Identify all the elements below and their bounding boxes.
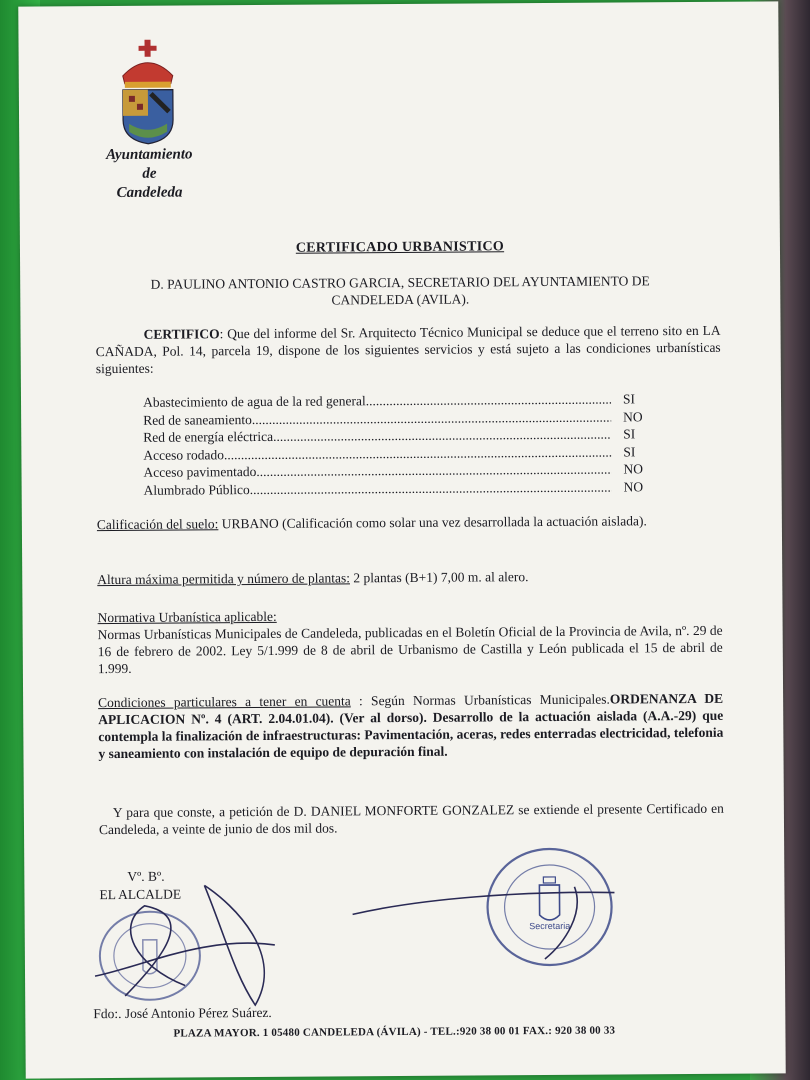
service-value: SI xyxy=(623,426,636,442)
vobo-label: Vº. Bº. xyxy=(127,868,165,884)
condiciones-label: Condiciones particulares a tener en cuenta xyxy=(98,693,351,711)
altura-paragraph xyxy=(97,567,722,588)
service-name: Alumbrado Público xyxy=(143,481,250,498)
service-name: Red de saneamiento xyxy=(143,411,252,428)
services-list xyxy=(143,390,664,499)
coat-of-arms-icon xyxy=(114,36,181,146)
calificacion-label: Calificación del suelo: xyxy=(96,516,219,533)
service-name: Red de energía eléctrica xyxy=(143,428,274,445)
calificacion-text: URBANO (Calificación como solar una vez desarrollada la actuación aislada). xyxy=(218,513,647,532)
altura-text: 2 plantas (B+1) 7,00 m. al alero. xyxy=(349,569,529,586)
service-value: NO xyxy=(623,408,643,424)
secretary-signature-icon xyxy=(344,882,625,964)
org-line-1: Ayuntamiento xyxy=(106,146,193,164)
certifico-label: CERTIFICO xyxy=(143,326,220,342)
calificacion-paragraph xyxy=(97,512,722,533)
condiciones-text: : Según Normas Urbanísticas Municipales. xyxy=(350,691,610,709)
document-subtitle: D. PAULINO ANTONIO CASTRO GARCIA, SECRETARIO DEL AYUNTAMIENTO DE CANDELEDA (AVILA). xyxy=(150,273,650,308)
document-title: CERTIFICADO URBANISTICO xyxy=(295,239,505,256)
normativa-paragraph xyxy=(97,605,722,677)
condiciones-bold-text: ORDENANZA DE APLICACION Nº. 4 (ART. 2.04.01.04). (Ver al dorso). Desarrollo de la actuación aislada (A.A.-29) que contempla la finalización de infraestructuras: Pavimentación, aceras, redes enterradas electricidad, telefonia y saneamiento con instalación de equipo de depuración final. xyxy=(98,690,724,762)
certifico-text: : Que del informe del Sr. Arquitecto Técnico Municipal se deduce que el terreno sito en LA CAÑADA, Pol. 14, parcela 19, dispone de los siguientes servicios y está sujeto a las condiciones urbanísticas siguientes: xyxy=(95,322,721,377)
condiciones-paragraph xyxy=(98,690,723,762)
service-name: Acceso pavimentado xyxy=(143,464,257,480)
organization-name xyxy=(89,145,209,203)
footer-address: PLAZA MAYOR. 1 05480 CANDELEDA (ÁVILA) - TEL.:920 38 00 01 FAX.: 920 38 00 33 xyxy=(173,1024,616,1040)
mayor-signature-icon xyxy=(84,875,305,1017)
closing-paragraph: Y para que conste, a petición de D. DANIEL MONFORTE GONZALEZ se extiende el presente Certificado en Candeleda, a veinte de junio de dos mil dos. xyxy=(98,800,724,838)
normativa-label: Normativa Urbanística aplicable: xyxy=(97,608,277,626)
alcalde-label: EL ALCALDE xyxy=(99,886,182,903)
certificate-page xyxy=(18,1,785,1078)
service-value: SI xyxy=(623,443,636,459)
altura-label: Altura máxima permitida y número de plantas: xyxy=(97,570,351,588)
certifico-paragraph xyxy=(95,322,720,377)
service-value: NO xyxy=(623,478,644,494)
service-value: SI xyxy=(622,391,636,407)
signatory-name: Fdo:. José Antonio Pérez Suárez. xyxy=(93,1004,272,1022)
service-row xyxy=(144,478,664,499)
normativa-text: Normas Urbanísticas Municipales de Candeleda, publicadas en el Boletín Oficial de la Provincia de Avila, nº. 29 de 16 de febrero de 2002. Ley 5/1.999 de 8 de abril de Urbanismo de Castilla y León publicada el 15 de abril de 1.999. xyxy=(97,622,723,677)
org-line-3: Candeleda xyxy=(116,184,183,201)
org-line-2: de xyxy=(142,165,157,182)
stamp-center-text: Secretaria xyxy=(529,920,571,932)
service-value: NO xyxy=(623,461,644,477)
service-name: Acceso rodado xyxy=(143,446,225,463)
service-name: Abastecimiento de agua de la red general xyxy=(142,393,366,410)
